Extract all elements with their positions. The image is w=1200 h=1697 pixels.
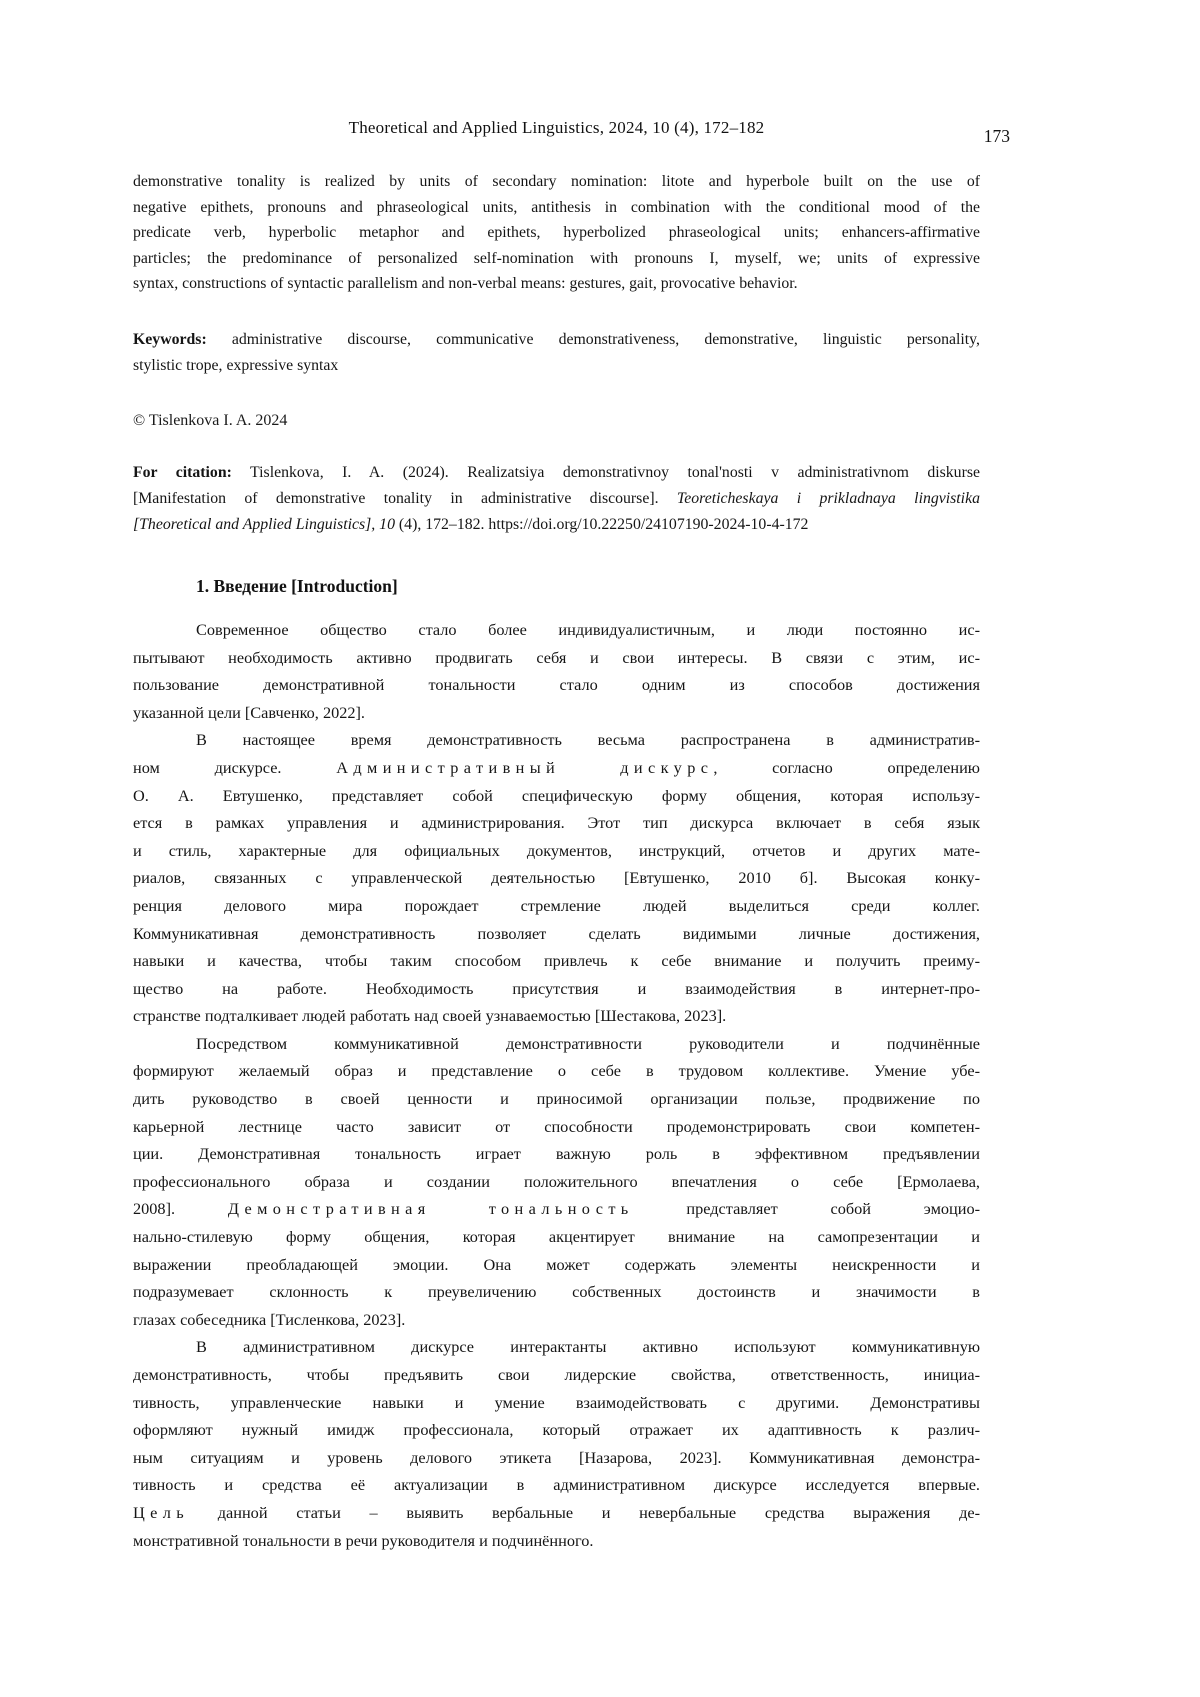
text-line	[133, 327, 980, 353]
text-segment: тивность и средства её актуализации в административном дискурсе исследуется впервые.	[133, 1475, 980, 1495]
intro-paragraph-1	[133, 616, 980, 726]
text-segment: В административном дискурсе интерактанты активно используют коммуникативную	[196, 1337, 980, 1357]
text-line	[133, 246, 980, 272]
text-segment: 2008].	[133, 1199, 228, 1219]
intro-paragraph-2	[133, 726, 980, 1030]
text-segment: ным ситуациям и уровень делового этикета [Назарова, 2023]. Коммуникативная демонстра-	[133, 1447, 980, 1467]
citation-paragraph	[133, 460, 980, 538]
text-segment: , согласно определению	[713, 757, 980, 777]
text-line	[133, 644, 980, 672]
text-segment: пользование демонстративной тональности стало одним из способов достижения	[133, 675, 980, 695]
introduction-heading: 1. Введение [Introduction]	[196, 575, 398, 596]
text-line	[133, 726, 980, 754]
text-line	[133, 486, 980, 512]
text-segment: представляет собой эмоцио-	[633, 1199, 981, 1219]
text-line	[133, 1361, 980, 1389]
text-line	[133, 271, 980, 297]
text-segment: predicate verb, hyperbolic metaphor and epithets, hyperbolized phraseological units; enhancers-affirmative	[133, 224, 980, 242]
text-segment: тивность, управленческие навыки и умение взаимодействовать с другими. Демонстративы	[133, 1392, 980, 1412]
text-segment: Tislenkova, I. A. (2024). Realizatsiya demonstrativnoy tonal'nosti v administrativnom diskurse	[231, 463, 980, 481]
text-segment: навыки и качества, чтобы таким способом привлечь к себе внимание и получить преиму-	[133, 951, 980, 971]
text-line	[133, 1002, 980, 1030]
text-line	[133, 1223, 980, 1251]
text-line	[133, 1444, 980, 1472]
keywords-paragraph	[133, 327, 980, 379]
text-line	[133, 892, 980, 920]
text-line	[133, 460, 980, 486]
text-segment: Teoreticheskaya i prikladnaya lingvistika	[676, 489, 980, 507]
text-line	[133, 195, 980, 221]
text-segment: выражении преобладающей эмоции. Она может содержать элементы неискренности и	[133, 1254, 980, 1274]
text-segment: оформляют нужный имидж профессионала, который отражает их адаптивность к различ-	[133, 1420, 980, 1440]
text-segment: syntax, constructions of syntactic parallelism and non-verbal means: gestures, gait, provocative behavior.	[133, 275, 798, 293]
text-segment: ется в рамках управления и администрирования. Этот тип дискурса включает в себя язык	[133, 813, 980, 833]
text-line	[133, 782, 980, 810]
text-segment: particles; the predominance of personalized self-nomination with pronouns I, myself, we; units of expressive	[133, 249, 980, 267]
text-line	[133, 754, 980, 782]
text-segment: карьерной лестнице часто зависит от способности продемонстрировать свои компетен-	[133, 1116, 980, 1136]
text-line	[133, 1389, 980, 1417]
text-segment: ренция делового мира порождает стремление людей выделиться среди коллег.	[133, 895, 980, 915]
text-line	[133, 1085, 980, 1113]
text-segment: щество на работе. Необходимость присутствия и взаимодействия в интернет-про-	[133, 978, 980, 998]
text-line	[133, 1471, 980, 1499]
page-content	[133, 118, 1010, 1554]
text-line	[133, 220, 980, 246]
text-line	[133, 512, 980, 538]
text-segment: глазах собеседника [Тисленкова, 2023].	[133, 1309, 406, 1329]
text-line	[133, 699, 980, 727]
journal-header-line: Theoretical and Applied Linguistics, 2024, 10 (4), 172–182	[348, 118, 765, 137]
text-segment: О. А. Евтушенко, представляет собой специфическую форму общения, которая использу-	[133, 785, 980, 805]
text-segment: риалов, связанных с управленческой деятельностью [Евтушенко, 2010 б]. Высокая конку-	[133, 868, 980, 888]
text-line	[133, 809, 980, 837]
text-segment: дить руководство в своей ценности и приносимой организации пользе, продвижение по	[133, 1089, 980, 1109]
text-line	[133, 1113, 980, 1141]
page-number: 173	[983, 126, 1010, 146]
page-header	[133, 118, 1010, 148]
text-segment: Современное общество стало более индивидуалистичным, и люди постоянно ис-	[196, 619, 980, 639]
intro-paragraph-3	[133, 1030, 980, 1334]
text-segment: (4), 172–182. https://doi.org/10.22250/24107190-2024-10-4-172	[394, 515, 809, 533]
text-line	[133, 947, 980, 975]
text-line	[133, 1057, 980, 1085]
text-line	[133, 169, 980, 195]
text-line	[133, 353, 980, 379]
text-line	[133, 1251, 980, 1279]
text-segment: В настоящее время демонстративность весьма распространена в административ-	[196, 730, 980, 750]
text-segment: For citation:	[133, 463, 232, 481]
text-line	[133, 1499, 980, 1527]
text-segment: и стиль, характерные для официальных документов, инструкций, отчетов и других мате-	[133, 840, 980, 860]
text-line	[133, 1416, 980, 1444]
text-segment: странстве подталкивает людей работать над своей узнаваемостью [Шестакова, 2023].	[133, 1006, 727, 1026]
text-line	[133, 1306, 980, 1334]
text-segment: Демонстративная тональность	[227, 1199, 634, 1219]
text-line	[133, 1168, 980, 1196]
text-segment: профессионального образа и создании положительного впечатления о себе [Ермолаева,	[133, 1171, 980, 1191]
text-line	[133, 1278, 980, 1306]
text-segment: ном дискурсе.	[133, 757, 337, 777]
text-segment: данной статьи – выявить вербальные и невербальные средства выражения де-	[189, 1502, 980, 1522]
text-line	[133, 920, 980, 948]
text-line	[133, 1527, 980, 1555]
text-segment: administrative discourse, communicative demonstrativeness, demonstrative, linguistic personality,	[206, 330, 980, 348]
text-segment: монстративной тональности в речи руководителя и подчинённого.	[133, 1530, 594, 1550]
text-segment: Keywords:	[133, 330, 207, 348]
intro-paragraph-4	[133, 1333, 980, 1554]
text-segment: Цель	[133, 1502, 190, 1522]
text-line	[133, 1333, 980, 1361]
text-line	[133, 616, 980, 644]
text-segment: Посредством коммуникативной демонстративности руководители и подчинённые	[196, 1033, 980, 1053]
text-segment: stylistic trope, expressive syntax	[133, 356, 339, 374]
text-segment: [Manifestation of demonstrative tonality in administrative discourse].	[133, 489, 677, 507]
text-segment: ции. Демонстративная тональность играет важную роль в эффективном предъявлении	[133, 1144, 980, 1164]
text-line	[133, 1140, 980, 1168]
text-line	[133, 975, 980, 1003]
copyright-line: © Tislenkova I. A. 2024	[133, 411, 288, 429]
text-line	[133, 837, 980, 865]
text-segment: пытывают необходимость активно продвигать себя и свои интересы. В связи с этим, ис-	[133, 647, 980, 667]
text-line	[133, 671, 980, 699]
abstract-paragraph	[133, 169, 980, 297]
text-line	[133, 1030, 980, 1058]
text-segment: Административный дискурс	[336, 757, 714, 777]
text-segment: [Theoretical and Applied Linguistics], 10	[133, 515, 395, 533]
text-segment: формируют желаемый образ и представление о себе в трудовом коллективе. Умение убе-	[133, 1061, 980, 1081]
text-segment: указанной цели [Савченко, 2022].	[133, 702, 366, 722]
text-segment: demonstrative tonality is realized by units of secondary nomination: litote and hyperbole built on the use of	[133, 173, 980, 190]
text-line	[133, 864, 980, 892]
text-segment: Коммуникативная демонстративность позволяет сделать видимыми личные достижения,	[133, 923, 980, 943]
text-segment: демонстративность, чтобы предъявить свои лидерские свойства, ответственность, инициа-	[133, 1365, 980, 1384]
text-segment: подразумевает склонность к преувеличению собственных достоинств и значимости в	[133, 1282, 980, 1302]
text-segment: negative epithets, pronouns and phraseological units, antithesis in combination with the conditional mood of the	[133, 198, 980, 216]
text-line	[133, 1195, 980, 1223]
text-segment: нально-стилевую форму общения, которая акцентирует внимание на самопрезентации и	[133, 1227, 980, 1247]
